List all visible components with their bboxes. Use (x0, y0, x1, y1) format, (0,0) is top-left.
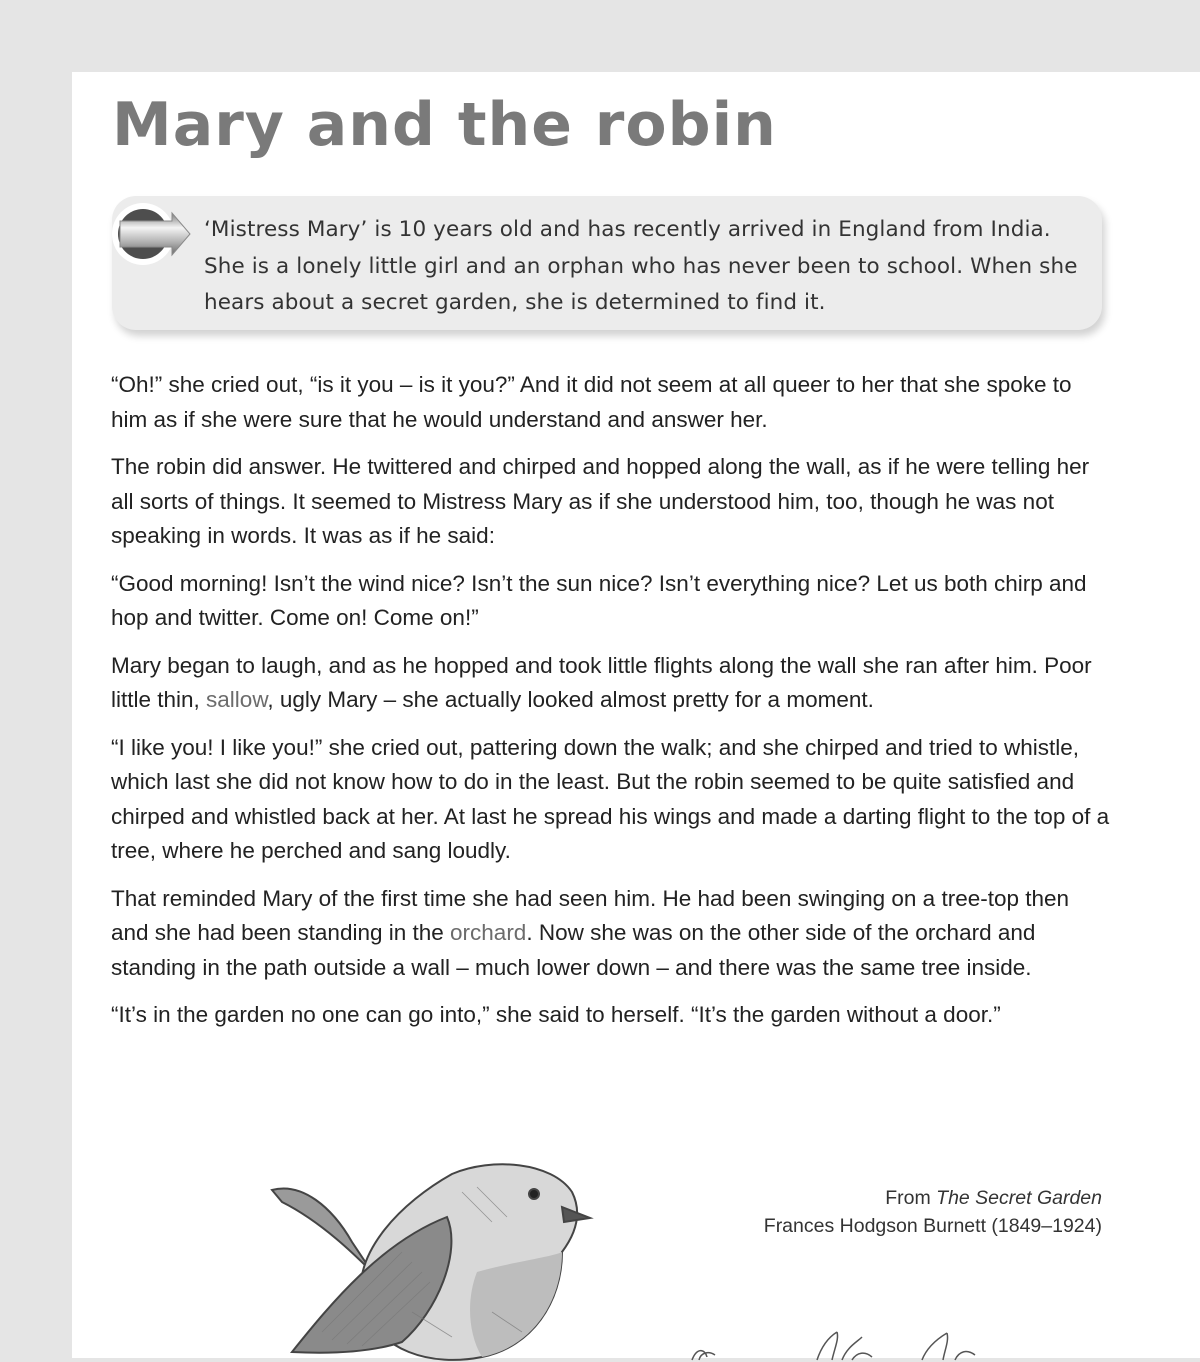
story-extract (111, 368, 1111, 1046)
robin-illustration (262, 1162, 607, 1362)
source-line-1 (764, 1184, 1102, 1212)
worksheet-page (72, 72, 1200, 1358)
plant-sprigs-illustration (687, 1327, 1007, 1362)
paragraph-6-after: . Now she was on the other side of the orchard and standing in the path outside a wall – much lower down – and there was the same tree inside. (111, 920, 1036, 980)
paragraph-4-after: , ugly Mary – she actually looked almost pretty for a moment. (267, 687, 874, 712)
source-author: Frances Hodgson Burnett (1849–1924) (763, 1215, 1102, 1237)
paragraph-4-before: Mary began to laugh, and as he hopped and took little flights along the wall she ran after him. Poor little thin, (111, 652, 1092, 712)
paragraph-4 (111, 649, 1111, 718)
source-prefix: From (885, 1187, 937, 1209)
arrow-right-icon (110, 201, 194, 267)
glossary-word-orchard: orchard (450, 920, 527, 945)
paragraph-6-before: That reminded Mary of the first time she had seen him. He had been swinging on a tree-top then and she had been standing in the (111, 885, 1070, 945)
paragraph-1: “Oh!” she cried out, “is it you – is it you?” And it did not seem at all queer to her that she spoke to him as if she were sure that he would understand and answer her. (111, 372, 1072, 432)
glossary-word-sallow: sallow (206, 687, 268, 712)
page-title: Mary and the robin (112, 90, 777, 160)
paragraph-7: “It’s in the garden no one can go into,” she said to herself. “It’s the garden without a door.” (111, 1002, 1001, 1027)
intro-callout (112, 196, 1102, 330)
source-citation (764, 1184, 1102, 1240)
intro-text: ‘Mistress Mary’ is 10 years old and has recently arrived in England from India. She is a lonely little girl and an orphan who has never been to school. When she hears about a secret garden, she is determined to find it. (204, 217, 1078, 315)
source-work-title: The Secret Garden (936, 1187, 1102, 1209)
paragraph-5: “I like you! I like you!” she cried out, pattering down the walk; and she chirped and tried to whistle, which last she did not know how to do in the least. But the robin seemed to be quite satisfied and chirped and whistled back at her. At last he spread his wings and made a darting flight to the top of a tree, where he perched and sang loudly. (111, 734, 1110, 863)
paragraph-6 (111, 882, 1111, 986)
paragraph-2: The robin did answer. He twittered and chirped and hopped along the wall, as if he were telling her all sorts of things. It seemed to Mistress Mary as if she understood him, too, though he was not speaking in words. It was as if he said: (111, 454, 1090, 548)
paragraph-3: “Good morning! Isn’t the wind nice? Isn’t the sun nice? Isn’t everything nice? Let us both chirp and hop and twitter. Come on! Come on!” (111, 570, 1087, 630)
